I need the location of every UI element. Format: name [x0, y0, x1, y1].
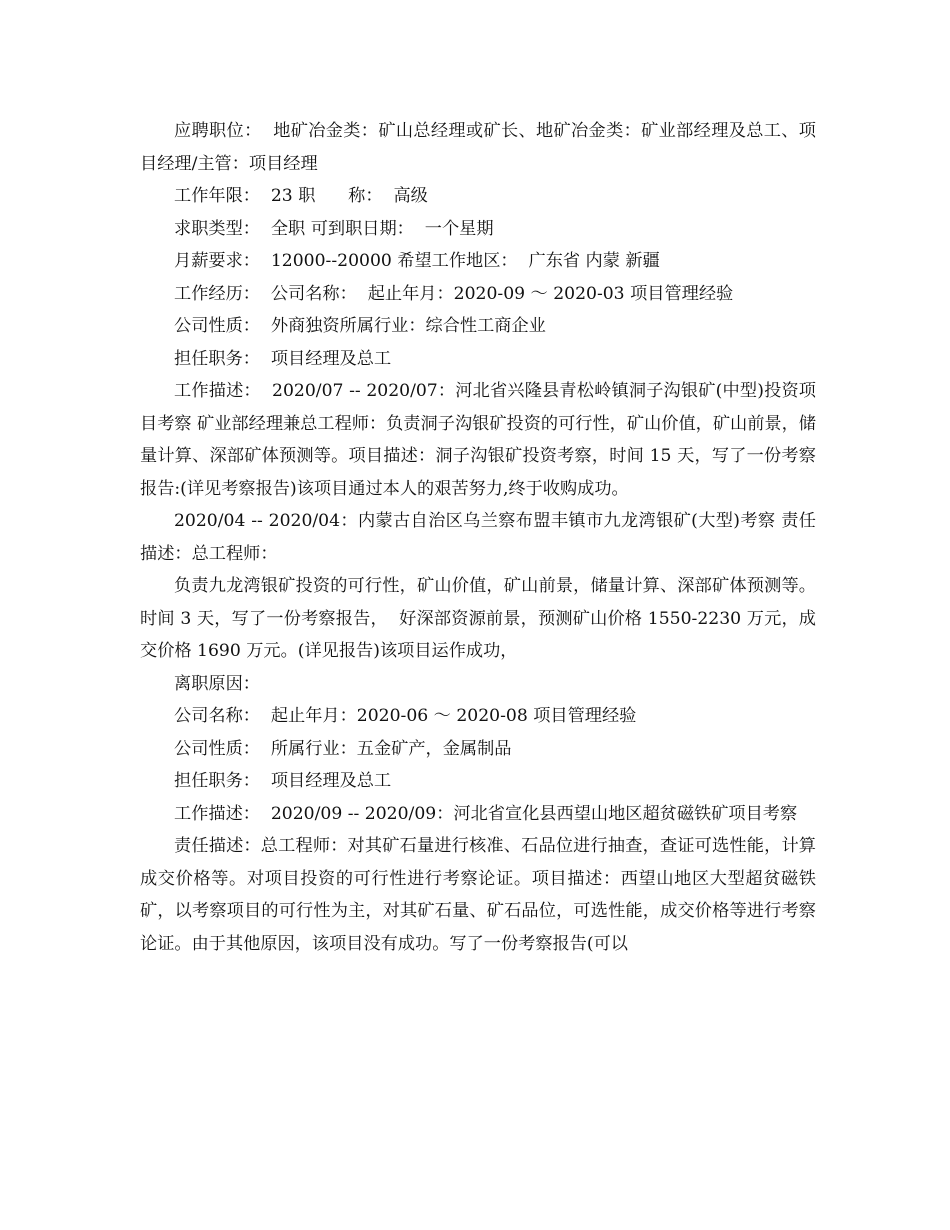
paragraph-applied-position: 应聘职位： 地矿冶金类：矿山总经理或矿长、地矿冶金类：矿业部经理及总工、项目经理/主管：项目经理	[140, 121, 816, 174]
paragraph-salary-region: 月薪要求： 12000--20000 希望工作地区： 广东省 内蒙 新疆	[174, 251, 660, 271]
paragraph-work-history-2: 公司名称： 起止年月：2020-06 ～ 2020-08 项目管理经验	[174, 706, 637, 726]
paragraph-company-nature-1: 公司性质： 外商独资所属行业：综合性工商企业	[174, 316, 546, 336]
paragraph-jiulongwan-details: 负责九龙湾银矿投资的可行性，矿山价值，矿山前景，储量计算、深部矿体预测等。时间 3 天，写了一份考察报告， 好深部资源前景，预测矿山价格 1550-2230 万元，成交价格 1690 万元。(详见报告)该项目运作成功，	[140, 576, 816, 661]
paragraph-work-history-1: 工作经历： 公司名称： 起止年月：2020-09 ～ 2020-03 项目管理经验	[174, 283, 734, 304]
paragraph-company-nature-2: 公司性质： 所属行业：五金矿产，金属制品	[174, 738, 512, 759]
paragraph-leaving-reason: 离职原因：	[174, 673, 260, 694]
paragraph-work-description-2: 工作描述： 2020/09 -- 2020/09：河北省宣化县西望山地区超贫磁铁矿项目考察	[174, 803, 798, 824]
paragraph-project-jiulongwan: 2020/04 -- 2020/04：内蒙古自治区乌兰察布盟丰镇市九龙湾银矿(大型)考察 责任描述：总工程师：	[140, 511, 816, 564]
paragraph-role-1: 担任职务： 项目经理及总工	[174, 348, 392, 369]
paragraph-work-years-title: 工作年限： 23 职 称： 高级	[174, 186, 428, 206]
paragraph-work-description-1: 工作描述： 2020/07 -- 2020/07：河北省兴隆县青松岭镇洞子沟银矿(中型)投资项目考察 矿业部经理兼总工程师：负责洞子沟银矿投资的可行性，矿山价值，矿山前景，储量计算、深部矿体预测等。项目描述：洞子沟银矿投资考察，时间 15 天，写了一份考察报告:(详见考察报告)该项目通过本人的艰苦努力,终于收购成功。	[140, 381, 816, 499]
paragraph-job-type: 求职类型： 全职 可到职日期： 一个星期	[174, 218, 494, 239]
paragraph-responsibility-description: 责任描述：总工程师：对其矿石量进行核准、石品位进行抽查，查证可选性能，计算成交价格等。对项目投资的可行性进行考察论证。项目描述：西望山地区大型超贫磁铁矿，以考察项目的可行性为主，对其矿石量、矿石品位，可选性能，成交价格等进行考察论证。由于其他原因，该项目没有成功。写了一份考察报告(可以	[140, 836, 816, 954]
paragraph-role-2: 担任职务： 项目经理及总工	[174, 771, 392, 791]
resume-body	[140, 115, 816, 960]
